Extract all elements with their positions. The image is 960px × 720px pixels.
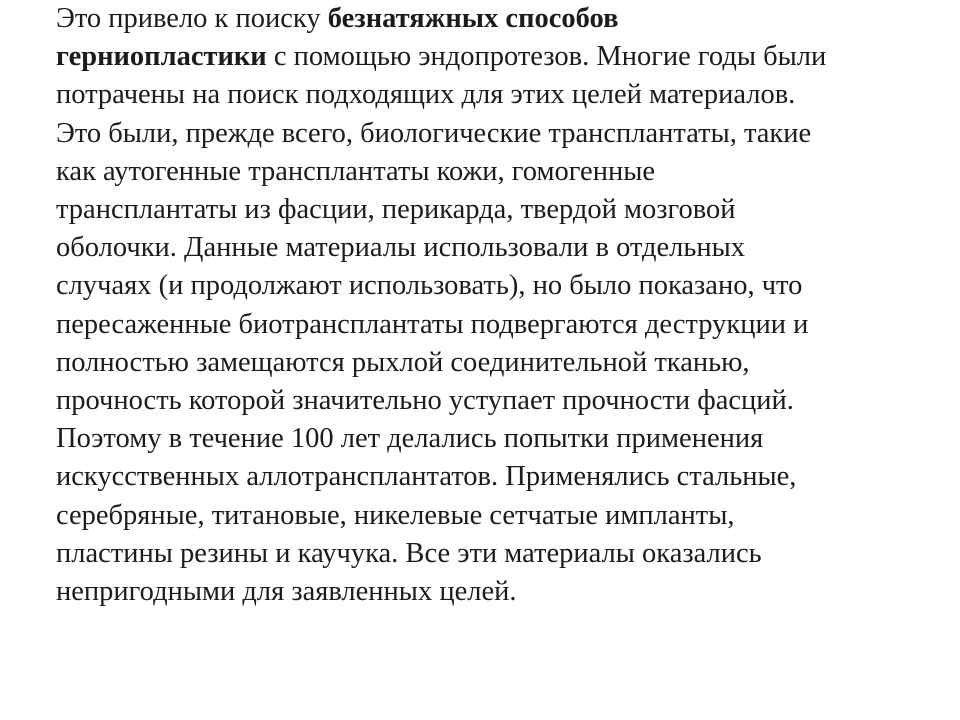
text-run: с помощью эндопротезов. Многие годы были — [266, 41, 827, 73]
text-line-9: пересаженные биотрансплантаты подвергаются деструкции и — [56, 308, 809, 340]
text-run: Это привело к поиску — [56, 3, 328, 34]
bold-phrase: герниопластики — [56, 41, 267, 73]
text-line-12: Поэтому в течение 100 лет делались попытки применения — [56, 423, 764, 455]
text-line-13: искусственных аллотрансплантатов. Применялись стальные, — [56, 461, 797, 493]
text-line-6: трансплантаты из фасции, перикарда, твердой мозговой — [56, 194, 736, 226]
text-line-1 — [56, 0, 926, 38]
text-line-7: оболочки. Данные материалы использовали в отдельных — [56, 232, 746, 264]
text-line-4: Это были, прежде всего, биологические трансплантаты, такие — [56, 117, 812, 149]
text-line-15: пластины резины и каучука. Все эти материалы оказались — [56, 537, 762, 569]
text-line-14: серебряные, титановые, никелевые сетчатые импланты, — [56, 499, 735, 531]
text-line-2 — [56, 38, 926, 76]
text-line-5: как аутогенные трансплантаты кожи, гомогенные — [56, 155, 656, 187]
bold-phrase: безнатяжных способов — [327, 3, 619, 34]
text-line-8: случаях (и продолжают использовать), но было показано, что — [56, 270, 803, 302]
text-line-3: потрачены на поиск подходящих для этих целей материалов. — [56, 79, 796, 111]
text-line-11: прочность которой значительно уступает прочности фасций. — [56, 385, 794, 417]
text-line-10: полностью замещаются рыхлой соединительной тканью, — [56, 346, 750, 378]
body-paragraph — [56, 0, 926, 611]
text-line-16: непригодными для заявленных целей. — [56, 576, 517, 608]
